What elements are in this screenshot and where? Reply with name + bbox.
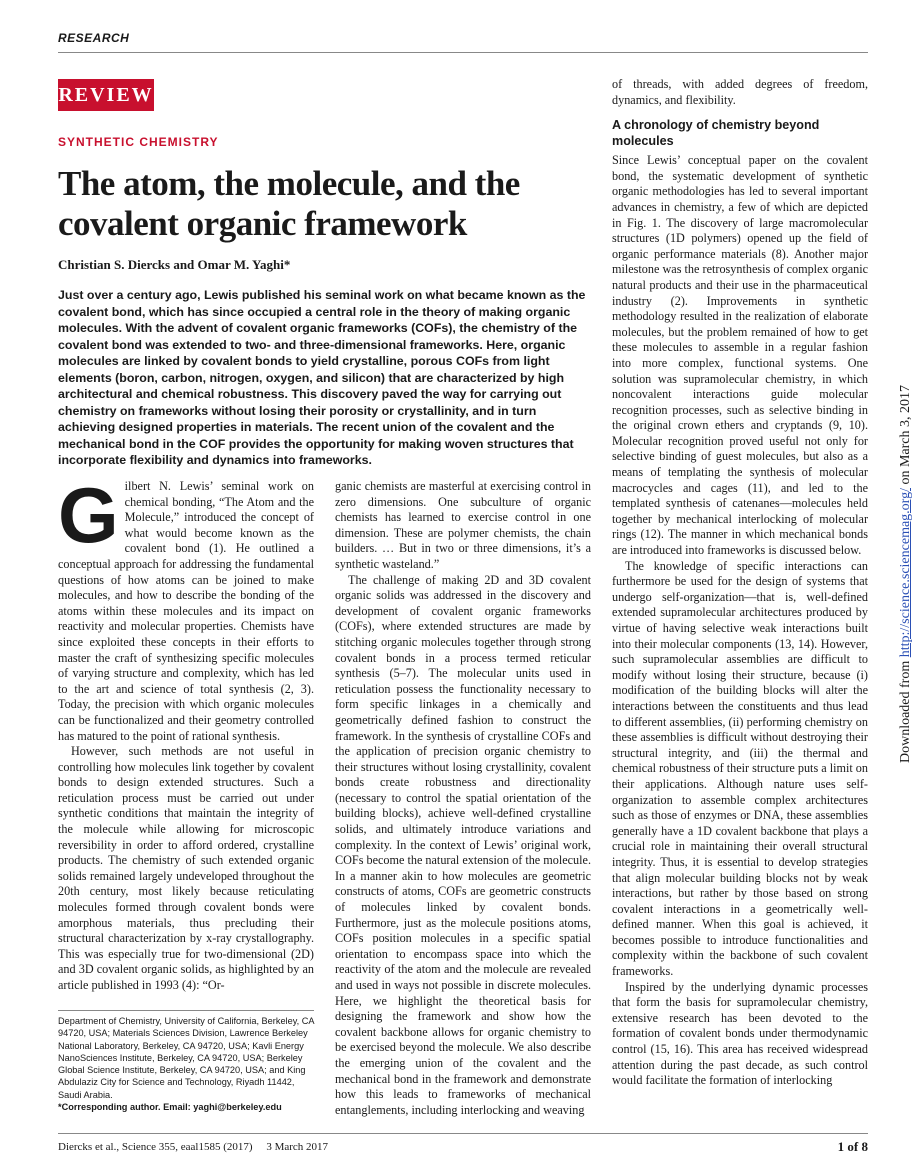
text-column-2 — [335, 479, 591, 1118]
paragraph — [58, 471, 314, 744]
page-number: 1 of 8 — [837, 1139, 868, 1154]
paragraph: The challenge of making 2D and 3D covalent organic solids was addressed in the discovery and development of covalent organic frameworks (COFs), where extended structures are made by stitching organic molecules together through strong covalent bonds in a process termed reticular synthesis (5–7). The molecular units used in reticulation possess the functionality necessary to form specific linkages in a chemically and geometrically defined fashion to construct the framework. In the synthesis of crystalline COFs and the application of precision organic chemistry to their structures without losing crystallinity, covalent bonds create robustness and directionality (necessary to control the spatial orientation of the building blocks), achieve well-defined crystalline solids, and ultimately introduce variations and complexity. In the context of Lewis’ original work, COFs become the natural extension of the molecule. In a manner akin to how molecules are geometric constructs of atoms, COFs are geometric constructs of molecules linked by covalent bonds. Furthermore, just as the molecule positions atoms, COFs position molecules in a specific spatial orientation to encompass space into which the reactivity of the atom and the molecule are revealed and used in ways not possible in discrete molecules. Here, we highlight the theoretical basis for designing the framework and show how the covalent backbone allows for organic chemistry to be exercised beyond the molecule. We also describe the emerging union of the covalent and the mechanical bond in the framework and demonstrate how this leads to frameworks of mechanical entanglements, including interlocking and weaving — [335, 572, 591, 1117]
download-link[interactable]: http://science.sciencemag.org/ — [898, 488, 913, 658]
text-column-1 — [58, 471, 314, 994]
paragraph: Inspired by the underlying dynamic processes that form the basis for supramolecular chemistry, extensive research has been devoted to the formation of covalent bonds under thermodynamic control (15, 16). This area has received widespread attention during the past decade, as such control would facilitate the formation of interlocking — [612, 979, 868, 1088]
paragraph: ganic chemists are masterful at exercising control in zero dimensions. One subculture of organic chemists has learned to exercise control in one dimension. These are polymer chemists, the chain builders. … But in two or three dimensions, it’s a synthetic wasteland.” — [335, 479, 591, 571]
paragraph: Since Lewis’ conceptual paper on the covalent bond, the systematic development of synthetic organic methodologies has led to several important advances in chemistry, a few of which are depicted in Fig. 1. The discovery of large macromolecular structures (1D polymers) opened up the field of organic performance materials (8). Another major milestone was the retrosynthesis of complex organic natural products and their use in the pharmaceutical industry (2). Improvements in synthetic methodology resulted in the realization of elaborate molecules, but the problem remained of how to get these molecules to assemble in a regular fashion into more complex, functional systems. One solution was supramolecular chemistry, in which noncovalent interactions guide molecular recognition processes, such as selective binding in the original crown ethers and cryptands (9, 10). Molecular recognition proved useful not only for selective binding of guest molecules, but also as a means of templating the synthesis of molecular macrocycles and cages (11), and led to the templated synthesis of catenanes—molecules held together by mechanical interlocking of molecular rings (12). The manner in which mechanical bonds are introduced into frameworks is discussed below. — [612, 153, 868, 558]
paragraph: However, such methods are not useful in controlling how molecules link together by covalent bonds to design extended structures. Such a reticulation process must be carried out under synthetic conditions that maintain the integrity of the molecule while allowing for microscopic reversibility in order to afford ordered, crystalline products. The chemistry of such extended organic solids remained largely undeveloped throughout the 20th century, most likely because reticulating molecules formed through covalent bonds were amorphous materials, thus precluding their structural characterization by x-ray crystallography. This was especially true for two-dimensional (2D) and 3D covalent organic solids, as highlighted by an article published in 1993 (4): “Or- — [58, 744, 314, 992]
paragraph: of threads, with added degrees of freedom, dynamics, and flexibility. — [612, 77, 868, 107]
footer-citation: Diercks et al., Science 355, eaal1585 (2017) 3 March 2017 — [58, 1141, 329, 1153]
affiliations-footnote — [58, 1015, 314, 1113]
article-authors: Christian S. Diercks and Omar M. Yaghi* — [58, 257, 291, 272]
bottom-divider — [58, 1133, 868, 1134]
top-divider — [58, 52, 868, 53]
kicker-label: SYNTHETIC CHEMISTRY — [58, 135, 219, 149]
affiliations-text: Department of Chemistry, University of California, Berkeley, CA 94720, USA; Materials Sciences Division, Lawrence Berkeley National Laboratory, Berkeley, CA 94720, USA; Kavli Energy NanoSciences Institute, Berkeley, CA 94720, USA; Berkeley Global Science Institute, Berkeley, CA 94720, USA; and King Abdulaziz City for Science and Technology, Riyadh 11442, Saudi Arabia. — [58, 1016, 314, 1100]
section-heading: A chronology of chemistry beyond molecules — [612, 118, 820, 148]
article-abstract: Just over a century ago, Lewis published his seminal work on what became known as the covalent bond, which has since occupied a central role in the theory of making organic molecules. With the advent of covalent organic frameworks (COFs), the chemistry of the covalent bond was extended to two- and three-dimensional frameworks. Here, organic molecules are linked by covalent bonds to yield crystalline, porous COFs from light elements (boron, carbon, nitrogen, oxygen, and silicon) that are characterized by high architectural and chemical robustness. This discovery paved the way for carrying out chemistry on frameworks without losing their porosity or crystallinity, and in turn achieving designed properties in materials. The recent union of the covalent and the mechanical bond in the COF provides the opportunity for making woven structures that incorporate flexibility and dynamics into frameworks. — [58, 288, 586, 467]
download-suffix: on March 3, 2017 — [898, 384, 913, 489]
paragraph: The knowledge of specific interactions can furthermore be used for the design of systems that undergo self-organization—that is, well-defined extended supramolecular architectures produced by virtue of having selective weak interactions built into their molecular components (13, 14). However, such supramolecular assemblies are difficult to modify without losing their structure, because (i) modification of the building blocks will alter the interactions between the constituents and thus lead to different assemblies, (ii) performing chemistry on these assemblies is difficult without destroying their structural integrity, and (iii) the thermal and chemical robustness of their structure puts a limit on their applications. Although nature uses self-organization to assemble complex architectures such as those of enzymes or DNA, these assemblies generally have a 1D covalent backbone that plays a crucial role in maintaining their overall structural integrity. Thus, it is essential to develop strategies that align molecular building blocks not by weak interactions, but rather by those based on strong covalent interactions in a geometrically well-defined manner. When this goal is achieved, it becomes possible to introduce functionalities and complexity within the backbone of such covalent frameworks. — [612, 558, 868, 979]
paragraph-text: ilbert N. Lewis’ seminal work on chemical bonding, “The Atom and the Molecule,” introduced the concept of what would become known as the covalent bond (1). He outlined a conceptual approach for addressing the fundamental questions of how atoms can be joined to make molecules, and how to describe the bonding of the atoms within these molecules and its impact on reactivity and molecular properties. Chemists have since exploited these concepts in their efforts to master the craft of synthesizing specific molecules of varying structure and complexity, which has led to the art and science of total synthesis (2, 3). Today, the precision with which organic molecules can be functionalized and their geometry controlled has matured to the point of rational synthesis. — [58, 479, 314, 743]
corresponding-author: *Corresponding author. Email: yaghi@berkeley.edu — [58, 1102, 282, 1113]
download-sidebar — [895, 364, 917, 784]
section-label: RESEARCH — [58, 31, 130, 45]
download-prefix: Downloaded from — [898, 657, 913, 764]
download-notice — [898, 385, 914, 763]
text-column-3 — [612, 77, 868, 1089]
footnote-divider — [58, 1010, 314, 1011]
article-title: The atom, the molecule, and the covalent organic framework — [58, 164, 520, 243]
review-badge: REVIEW — [58, 79, 154, 111]
dropcap: G — [58, 471, 119, 559]
